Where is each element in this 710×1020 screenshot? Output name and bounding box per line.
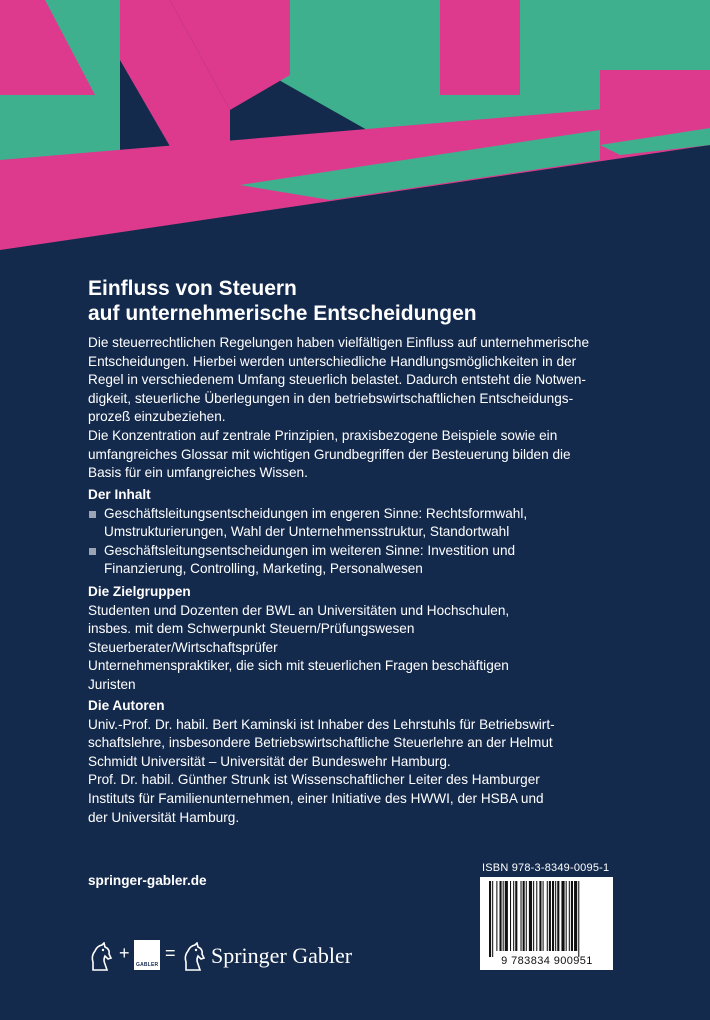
section-line: Instituts für Familienunternehmen, einer Initiative des HWWI, der HSBA und: [88, 790, 544, 806]
pink-bar-upper: [440, 0, 520, 95]
intro-line: umfangreiches Glossar mit wichtigen Grundbegriffen der Besteuerung bilden die: [88, 446, 571, 462]
brand-name: [211, 943, 352, 969]
bullet-item: [88, 542, 648, 579]
title-line: auf unternehmerische Entscheidungen: [88, 302, 477, 325]
intro-line: Die Konzentration auf zentrale Prinzipien, praxisbezogene Beispiele sowie ein: [88, 427, 558, 443]
barcode: [480, 877, 613, 970]
springer-horse-icon: [181, 942, 207, 972]
barcode-bar: [552, 881, 554, 951]
bullet-line: Geschäftsleitungsentscheidungen im weiteren Sinne: Investition und: [104, 542, 516, 558]
barcode-bar: [571, 881, 573, 951]
intro-line: digkeit, steuerliche Überlegungen in den betriebswirtschaftlichen Entscheidungs-: [88, 390, 574, 406]
gabler-box-icon: [134, 940, 160, 970]
barcode-bar: [500, 881, 502, 951]
barcode-bar: [533, 881, 534, 951]
barcode-bar: [505, 881, 508, 951]
bullet-line: Geschäftsleitungsentscheidungen im engeren Sinne: Rechtsformwahl,: [104, 505, 528, 521]
barcode-bar: [526, 881, 527, 951]
barcode-bar: [489, 881, 491, 957]
bullet-line: Umstrukturierungen, Wahl der Unternehmensstruktur, Standortwahl: [104, 524, 510, 540]
equals-sign: =: [165, 943, 176, 963]
barcode-bar: [523, 881, 525, 951]
intro-line: Die steuerrechtlichen Regelungen haben vielfältigen Einfluss auf unternehmerische: [88, 335, 590, 350]
intro-line: Entscheidungen. Hierbei werden unterschiedliche Handlungsmöglichkeiten in der: [88, 353, 577, 369]
section-autoren: [88, 697, 648, 827]
brand-gabler: Gabler: [292, 943, 353, 968]
barcode-bar: [569, 881, 570, 951]
website-link[interactable]: springer-gabler.de: [88, 873, 207, 888]
barcode-bar: [561, 881, 564, 951]
gabler-box-label: GABLER: [136, 962, 159, 968]
barcode-bar: [547, 881, 548, 951]
section-heading: Die Zielgruppen: [88, 584, 191, 599]
decorative-graphic: [0, 0, 710, 270]
green-shape-right: [600, 0, 710, 70]
section-line: Univ.-Prof. Dr. habil. Bert Kaminski ist Inhaber des Lehrstuhls für Betriebswirt-: [88, 716, 555, 732]
section-inhalt: [88, 486, 648, 579]
section-line: Unternehmenspraktiker, die sich mit steuerlichen Fragen beschäftigen: [88, 658, 509, 674]
barcode-bar: [492, 881, 493, 957]
barcode-bar: [555, 881, 556, 951]
barcode-bar: [503, 881, 504, 951]
intro-line: Regel in verschiedenem Umfang steuerlich belastet. Dadurch entsteht die Notwen-: [88, 372, 586, 388]
book-title: [88, 276, 477, 326]
barcode-bar: [543, 881, 544, 951]
barcode-bar: [539, 881, 541, 951]
intro-line: Basis für ein umfangreiches Wissen.: [88, 465, 308, 481]
barcode-bar: [574, 881, 577, 951]
intro-paragraph: [88, 334, 648, 483]
section-line: schaftslehre, insbesondere Betriebswirtschaftliche Steuerlehre an der Helmut: [88, 735, 553, 751]
section-line: insbes. mit dem Schwerpunkt Steuern/Prüfungswesen: [88, 621, 415, 637]
bullet-line: Finanzierung, Controlling, Marketing, Personalwesen: [104, 561, 423, 577]
barcode-bar: [515, 881, 517, 951]
barcode-bar: [529, 881, 532, 951]
section-line: Studenten und Dozenten der BWL an Universitäten und Hochschulen,: [88, 602, 510, 618]
title-line: Einfluss von Steuern: [88, 277, 297, 300]
section-heading: Die Autoren: [88, 698, 165, 713]
barcode-bar: [566, 881, 567, 951]
barcode-bar: [510, 881, 511, 951]
barcode-digits: 9 783834 900951: [501, 955, 593, 967]
section-zielgruppen: [88, 583, 648, 695]
barcode-bar: [536, 881, 537, 951]
bullet-item: [88, 505, 648, 542]
barcode-bars: [489, 881, 605, 957]
section-line: Juristen: [88, 676, 136, 692]
bullet-square-icon: [89, 548, 96, 555]
barcode-bar: [521, 881, 522, 951]
section-line: Schmidt Universität – Universität der Bundeswehr Hamburg.: [88, 753, 451, 769]
intro-line: prozeß einzubeziehen.: [88, 409, 226, 425]
section-line: der Universität Hamburg.: [88, 809, 240, 825]
barcode-bar: [496, 881, 497, 951]
barcode-bar: [513, 881, 514, 951]
plus-sign: +: [119, 943, 130, 963]
section-line: Prof. Dr. habil. Günther Strunk ist Wissenschaftlicher Leiter des Hamburger: [88, 772, 540, 788]
barcode-bar: [557, 881, 559, 951]
isbn-label: ISBN 978-3-8349-0095-1: [482, 862, 610, 874]
section-heading: Der Inhalt: [88, 487, 151, 502]
barcode-bar: [549, 881, 551, 951]
springer-horse-icon: [88, 942, 114, 972]
bullet-square-icon: [89, 511, 96, 518]
brand-springer: Springer: [211, 943, 287, 968]
barcode-bar: [578, 881, 579, 957]
section-line: Steuerberater/Wirtschaftsprüfer: [88, 639, 278, 655]
